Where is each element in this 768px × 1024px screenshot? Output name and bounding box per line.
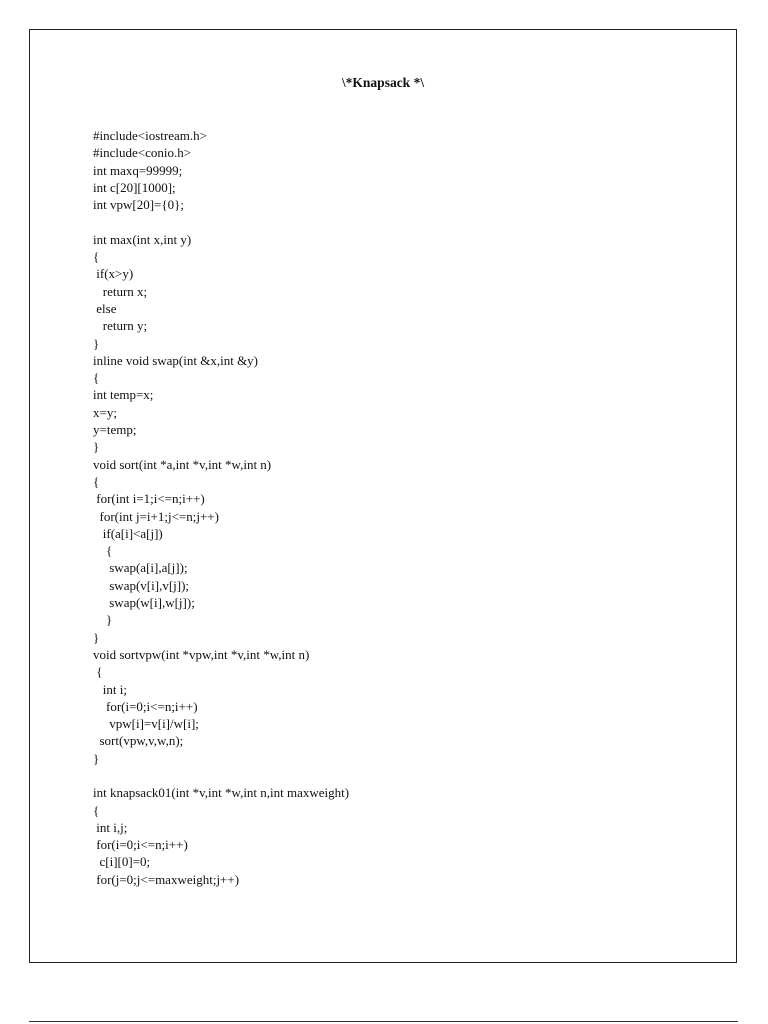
code-line: for(i=0;i<=n;i++) [93, 698, 198, 714]
code-line: int i,j; [93, 819, 128, 835]
code-line: int vpw[20]={0}; [93, 197, 184, 213]
code-line [93, 767, 349, 784]
code-line: c[i][0]=0; [93, 854, 151, 870]
next-page-edge [29, 1021, 738, 1022]
code-line: } [93, 612, 113, 628]
code-line: return y; [93, 318, 148, 334]
code-block [93, 127, 349, 888]
code-line: else [93, 300, 117, 316]
code-line: void sort(int *a,int *v,int *w,int n) [93, 456, 272, 472]
code-line: #include<iostream.h> [93, 128, 207, 143]
code-line: for(j=0;j<=maxweight;j++) [93, 871, 240, 887]
code-line: int max(int x,int y) [93, 231, 192, 247]
code-line: { [93, 370, 100, 386]
page-title: \*Knapsack *\ [341, 75, 425, 90]
code-line: } [93, 750, 100, 766]
code-line: swap(w[i],w[j]); [93, 595, 195, 611]
code-line: { [93, 473, 100, 489]
code-line: } [93, 439, 100, 455]
code-line: vpw[i]=v[i]/w[i]; [93, 716, 199, 732]
code-line: #include<conio.h> [93, 145, 192, 161]
code-line: } [93, 335, 100, 351]
code-line: sort(vpw,v,w,n); [93, 733, 184, 749]
code-line: int i; [93, 681, 127, 697]
code-line: for(int i=1;i<=n;i++) [93, 491, 205, 507]
code-line: { [93, 249, 100, 265]
code-line: swap(v[i],v[j]); [93, 577, 190, 593]
code-line: { [93, 664, 103, 680]
document-page [29, 29, 737, 963]
code-line: int maxq=99999; [93, 162, 183, 178]
code-line: void sortvpw(int *vpw,int *v,int *w,int n) [93, 646, 310, 662]
code-line: for(i=0;i<=n;i++) [93, 837, 188, 853]
code-line: for(int j=i+1;j<=n;j++) [93, 508, 219, 524]
code-line: { [93, 802, 100, 818]
code-line: int c[20][1000]; [93, 179, 176, 195]
code-line [93, 213, 349, 230]
code-line: inline void swap(int &x,int &y) [93, 352, 259, 368]
code-line: x=y; [93, 404, 117, 420]
code-line: if(a[i]<a[j]) [93, 525, 163, 541]
code-line: swap(a[i],a[j]); [93, 560, 188, 576]
code-line: if(x>y) [93, 266, 134, 282]
code-line: { [93, 543, 113, 559]
code-line: int knapsack01(int *v,int *w,int n,int maxweight) [93, 785, 350, 801]
code-line: int temp=x; [93, 387, 154, 403]
code-line: } [93, 629, 100, 645]
code-line: y=temp; [93, 422, 137, 438]
code-line: return x; [93, 283, 148, 299]
